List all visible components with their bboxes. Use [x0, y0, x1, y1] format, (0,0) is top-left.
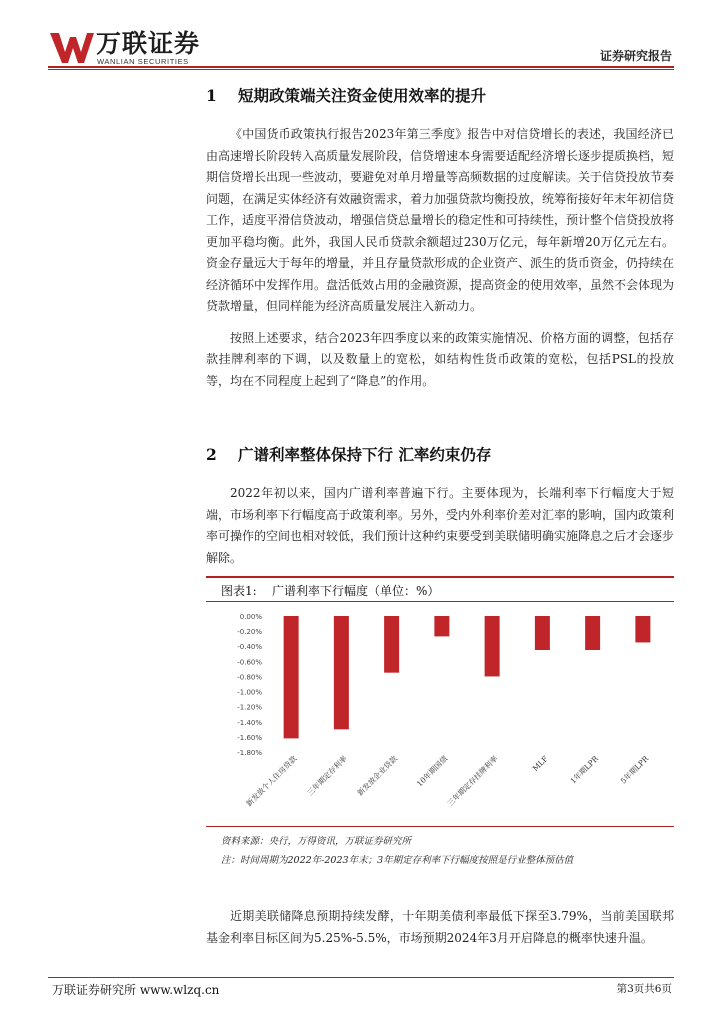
section-2-heading: [206, 443, 491, 465]
figure-label: 图表1:: [221, 584, 257, 598]
figure-top-rule: [206, 576, 674, 578]
y-tick-label: -1.80%: [237, 749, 262, 757]
x-category-label: 新发放企业贷款: [355, 754, 400, 798]
x-category-label: 新发放个人住房贷款: [244, 754, 299, 809]
y-tick-label: -0.60%: [237, 658, 262, 667]
section-1-number: 1: [206, 86, 217, 105]
paragraph: 近期美联储降息预期持续发酵，十年期美债利率最低下探至3.79%，当前美国联邦基金利率目标区间为5.25%-5.5%，市场预期2024年3月开启降息的概率快速升温。: [206, 909, 674, 945]
y-tick-label: 0.00%: [239, 613, 262, 621]
section-1-body: [206, 124, 674, 392]
logo-chinese-name: 万联证券: [96, 29, 201, 58]
section-2-number: 2: [206, 445, 217, 464]
section-1-title: 短期政策端关注资金使用效率的提升: [238, 86, 487, 105]
header-divider-thin: [48, 69, 674, 70]
y-tick-label: -0.80%: [237, 673, 262, 682]
y-tick-label: -1.00%: [237, 688, 262, 697]
y-tick-label: -1.40%: [237, 718, 262, 727]
y-tick-label: -1.60%: [237, 733, 262, 742]
report-type-label: 证券研究报告: [599, 49, 672, 63]
paragraph: 2022年初以来，国内广谱利率普遍下行。主要体现为，长端利率下行幅度大于短端，市场利率下行幅度高于政策利率。另外，受内外利率价差对汇率的影响，国内政策利率可操作的空间也相对较低，我们预计这种约束要受到美联储明确实施降息之后才会逐步解除。: [206, 486, 675, 565]
x-category-label: 10年期国债: [414, 754, 450, 789]
paragraph: 《中国货币政策执行报告2023年第三季度》报告中对信贷增长的表述，我国经济已由高速增长阶段转入高质量发展阶段，信贷增速本身需要适配经济增长逐步提质换档，短期信贷增长出现一些波动，要避免对单月增量等高频数据的过度解读。关于信贷投放节奏问题，在满足实体经济有效融资需求，着力加强贷款均衡投放，统筹衔接好年末年初信贷工作，适度平滑信贷波动，增强信贷总量增长的稳定性和可持续性，预计整个信贷投放将更加平稳均衡。此外，我国人民币贷款余额超过230万亿元，每年新增20万亿元左右。资金存量远大于每年的增量，并且存量贷款形成的企业资产、派生的货币资金，仍持续在经济循环中发挥作用。盘活低效占用的金融资源，提高资金的使用效率，虽然不会体现为贷款增量，但同样能为经济高质量发展注入新动力。: [206, 127, 675, 313]
figure-bottom-rule: [206, 826, 674, 827]
x-category-label: MLF: [530, 754, 550, 774]
figure-source: 资料来源：央行，万得资讯，万联证券研究所: [221, 836, 412, 847]
bar: [284, 616, 299, 738]
bar: [535, 616, 550, 650]
y-tick-label: -0.40%: [237, 643, 262, 652]
header-divider: [48, 66, 674, 68]
section-2-closing: [206, 906, 674, 949]
bar: [485, 616, 500, 676]
wanlian-logo-icon: [50, 33, 94, 63]
section-2-body: [206, 483, 674, 569]
figure-title: 广谱利率下行幅度（单位：%）: [271, 584, 440, 598]
x-category-label: 5年期LPR: [618, 754, 651, 786]
logo-english-name: WANLIAN SECURITIES: [97, 57, 189, 66]
x-category-label: 1年期LPR: [568, 754, 601, 786]
x-category-label: 三年期定存利率: [305, 754, 349, 798]
y-tick-label: -1.20%: [237, 703, 262, 712]
x-category-label: 三年期定存挂牌利率: [445, 754, 500, 809]
figure-caption: [221, 582, 439, 599]
bar: [635, 616, 650, 642]
bar: [334, 616, 349, 729]
bar: [585, 616, 600, 650]
section-1-heading: [206, 84, 486, 106]
paragraph: 按照上述要求，结合2023年四季度以来的政策实施情况、价格方面的调整，包括存款挂牌利率的下调，以及数量上的宽松，如结构性货币政策的宽松，包括PSL的投放等，均在不同程度上起到了“降息”的作用。: [206, 330, 674, 388]
footer-source-url: 万联证券研究所 www.wlzq.cn: [52, 983, 220, 997]
figure-note: 注：时间周期为2022年-2023年末；3年期定存利率下行幅度按照是行业整体预估值: [221, 855, 574, 866]
section-2-title: 广谱利率整体保持下行 汇率约束仍存: [238, 445, 492, 464]
footer-divider: [48, 977, 674, 978]
page-number: 第3页共6页: [616, 983, 672, 995]
y-tick-label: -0.20%: [237, 628, 262, 637]
rate-decline-bar-chart: [206, 602, 674, 826]
bar: [384, 616, 399, 673]
bar: [434, 616, 449, 636]
